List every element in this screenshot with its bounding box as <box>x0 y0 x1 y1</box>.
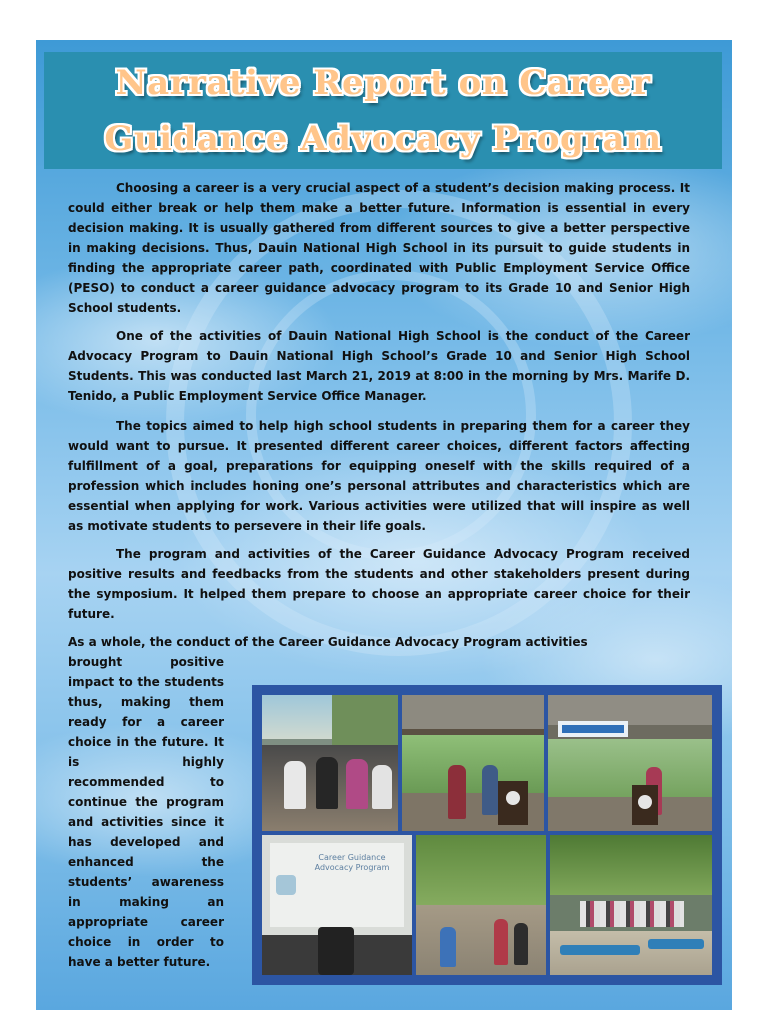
slide-title-line-2: Advocacy Program <box>314 863 390 872</box>
closing-side-column: brought positive impact to the students thus, making them ready for a career choice in the future. It is highly recommended to continue the program and activities since it has developed and enhanced the students’ awareness in making an appropriate career choice in order to have a better future. <box>68 655 224 969</box>
paragraph-3: The topics aimed to help high school students in preparing them for a career they would want to pursue. It presented different career choices, different factors affecting fulfillment of a goal, preparations for equipping oneself with the skills required of a profession which includes honing one’s personal attributes and characteristics which are essential when applying for work. Various activities were utilized that will inspire as well as motivate students to persevere in their life goals. <box>68 419 690 533</box>
photo-speaker <box>548 695 712 831</box>
paragraph-2: One of the activities of Dauin National High School is the conduct of the Career Advocacy Program to Dauin National High School’s Grade 10 and Senior High School Students. This was conducted last March 21, 2019 at 8:00 in the morning by Mrs. Marife D. Tenido, a Public Employment Service Office Manager. <box>68 329 690 403</box>
photo-students-seated <box>262 695 398 831</box>
slide-title-line-1: Career Guidance <box>318 853 386 862</box>
title-line-1: Narrative Report on Career <box>115 62 651 103</box>
photo-collage <box>252 685 722 985</box>
report-page <box>36 40 732 1010</box>
photo-projected-slide <box>262 835 412 975</box>
title-line-2: Guidance Advocacy Program <box>104 118 662 159</box>
paragraph-1: Choosing a career is a very crucial aspect of a student’s decision making process. It could either break or help them make a better future. Information is essential in every decision making. It is usually gathered from different sources to give a better perspective in making decisions. Thus, Dauin National High School in its pursuit to guide students in finding the appropriate career path, coordinated with Public Employment Service Office (PESO) to conduct a career guidance advocacy program to its Grade 10 and Senior High School students. <box>68 181 690 315</box>
photo-pavilion-podium <box>402 695 544 831</box>
photo-outdoor-students <box>416 835 546 975</box>
photo-courtyard-crowd <box>550 835 712 975</box>
title-banner <box>44 52 722 169</box>
closing-first-line: As a whole, the conduct of the Career Guidance Advocacy Program activities <box>68 635 588 649</box>
paragraph-4: The program and activities of the Career Guidance Advocacy Program received positive results and feedbacks from the students and other stakeholders present during the symposium. It helped them prepare to choose an appropriate career choice for their future. <box>68 547 690 621</box>
